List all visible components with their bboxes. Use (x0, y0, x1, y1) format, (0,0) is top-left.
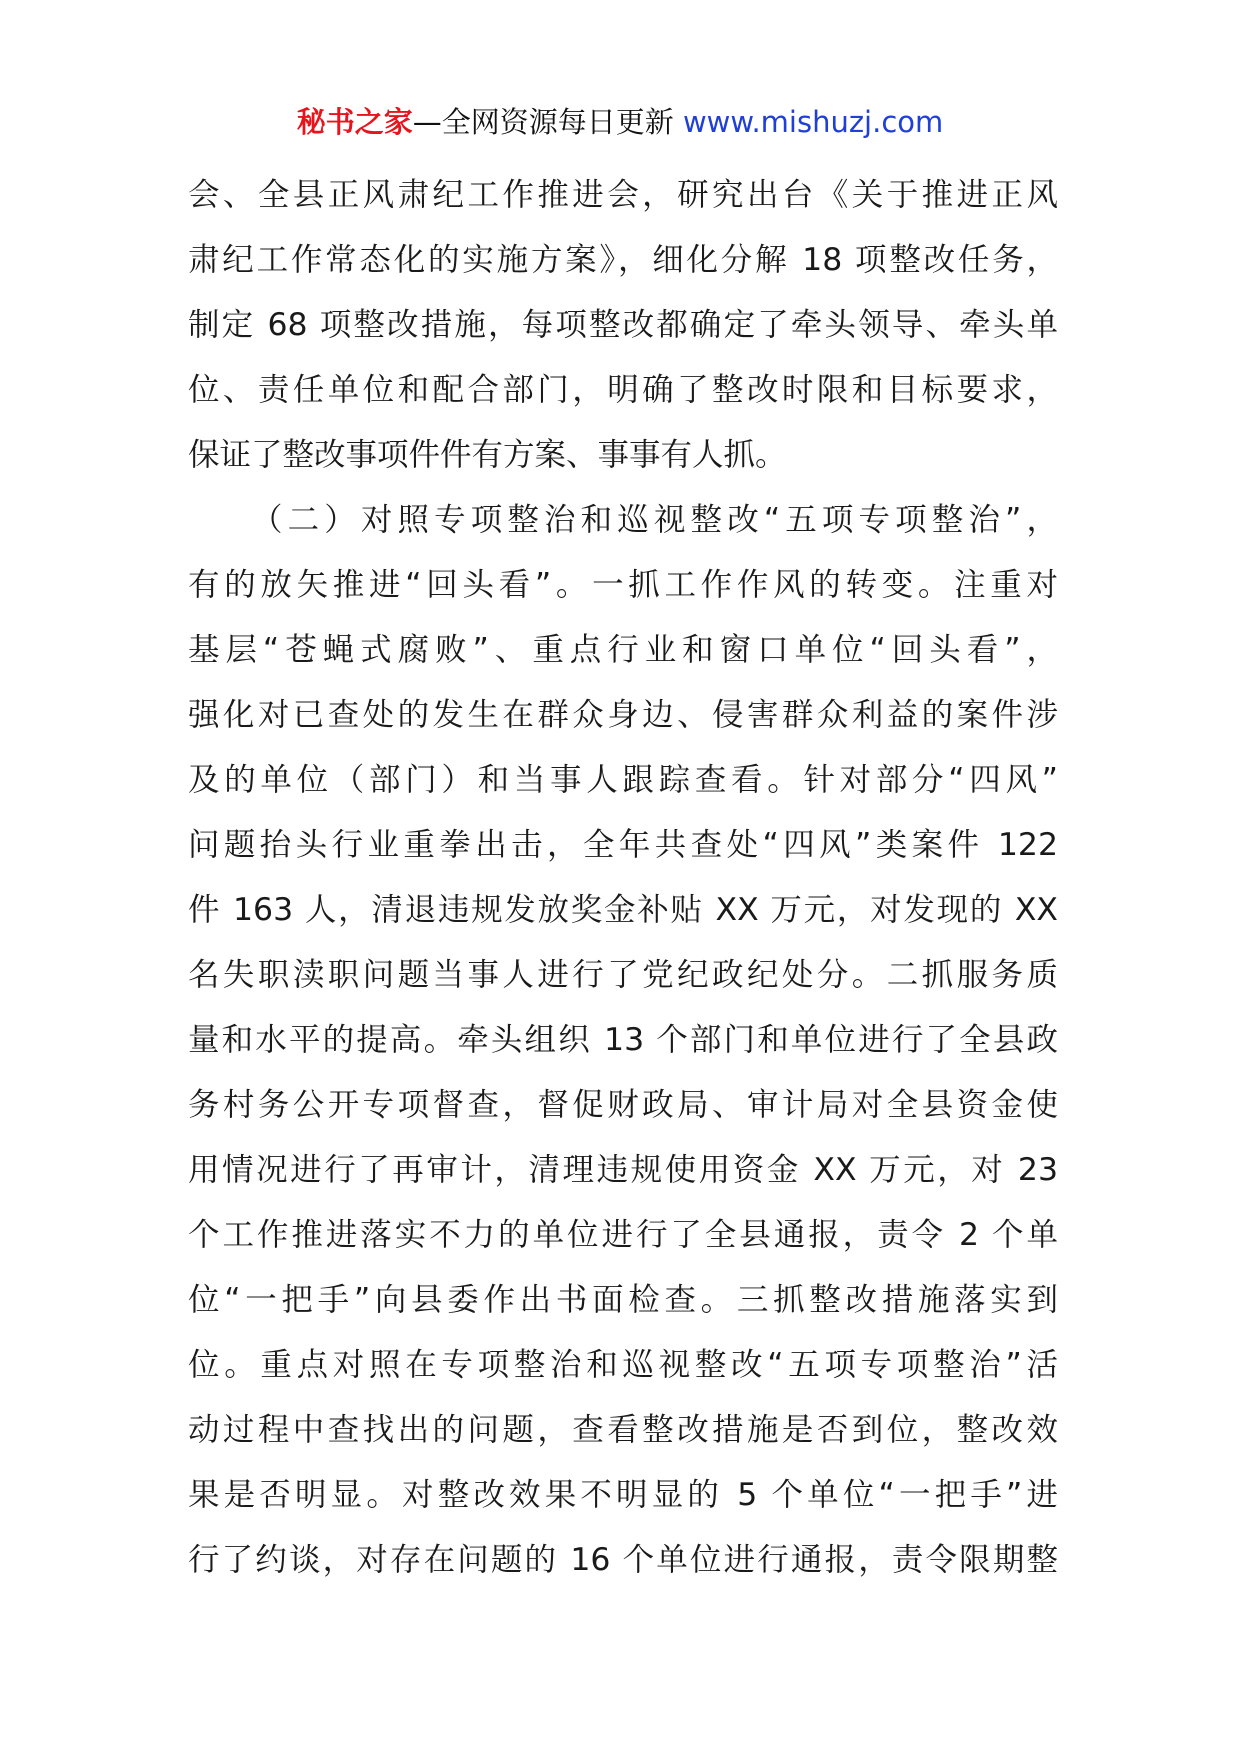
header-tagline: —全网资源每日更新 (412, 105, 674, 139)
text-line: 位“一把手”向县委作出书面检查。三抓整改措施落实到 (188, 1282, 1058, 1318)
text-line: 件 163 人，清退违规发放奖金补贴 XX 万元，对发现的 XX (188, 892, 1058, 928)
text-line: 保证了整改事项件件有方案、事事有人抓。 (188, 437, 787, 473)
text-line: 个工作推进落实不力的单位进行了全县通报，责令 2 个单 (188, 1217, 1058, 1253)
site-header (0, 100, 1240, 144)
text-line: 问题抬头行业重拳出击，全年共查处“四风”类案件 122 (188, 827, 1058, 863)
text-line: 及的单位（部门）和当事人跟踪查看。针对部分“四风” (188, 762, 1058, 798)
text-line: 肃纪工作常态化的实施方案》，细化分解 18 项整改任务， (188, 242, 1058, 278)
text-line: 基层“苍蝇式腐败”、重点行业和窗口单位“回头看”， (188, 632, 1058, 668)
document-body (188, 163, 1058, 1593)
site-url-link[interactable]: www.mishuzj.com (682, 105, 944, 139)
paragraph (188, 488, 1058, 1593)
brand-name: 秘书之家 (296, 105, 413, 139)
text-line: 位。重点对照在专项整治和巡视整改“五项专项整治”活 (188, 1347, 1058, 1383)
section-heading-line: （二）对照专项整治和巡视整改“五项专项整治”， (251, 502, 1058, 538)
text-line: 有的放矢推进“回头看”。一抓工作作风的转变。注重对 (188, 567, 1058, 603)
text-line: 会、全县正风肃纪工作推进会，研究出台《关于推进正风 (188, 177, 1058, 213)
text-line: 务村务公开专项督查，督促财政局、审计局对全县资金使 (188, 1087, 1058, 1123)
text-line: 强化对已查处的发生在群众身边、侵害群众利益的案件涉 (188, 697, 1058, 733)
text-line: 动过程中查找出的问题，查看整改措施是否到位，整改效 (188, 1412, 1058, 1448)
text-line: 量和水平的提高。牵头组织 13 个部门和单位进行了全县政 (188, 1022, 1058, 1058)
text-line: 行了约谈，对存在问题的 16 个单位进行通报，责令限期整 (188, 1542, 1058, 1578)
text-line: 制定 68 项整改措施，每项整改都确定了牵头领导、牵头单 (188, 307, 1058, 343)
paragraph (188, 163, 1058, 488)
text-line: 位、责任单位和配合部门，明确了整改时限和目标要求， (188, 372, 1058, 408)
text-line: 用情况进行了再审计，清理违规使用资金 XX 万元，对 23 (188, 1152, 1058, 1188)
text-line: 名失职渎职问题当事人进行了党纪政纪处分。二抓服务质 (188, 957, 1058, 993)
text-line: 果是否明显。对整改效果不明显的 5 个单位“一把手”进 (188, 1477, 1058, 1513)
